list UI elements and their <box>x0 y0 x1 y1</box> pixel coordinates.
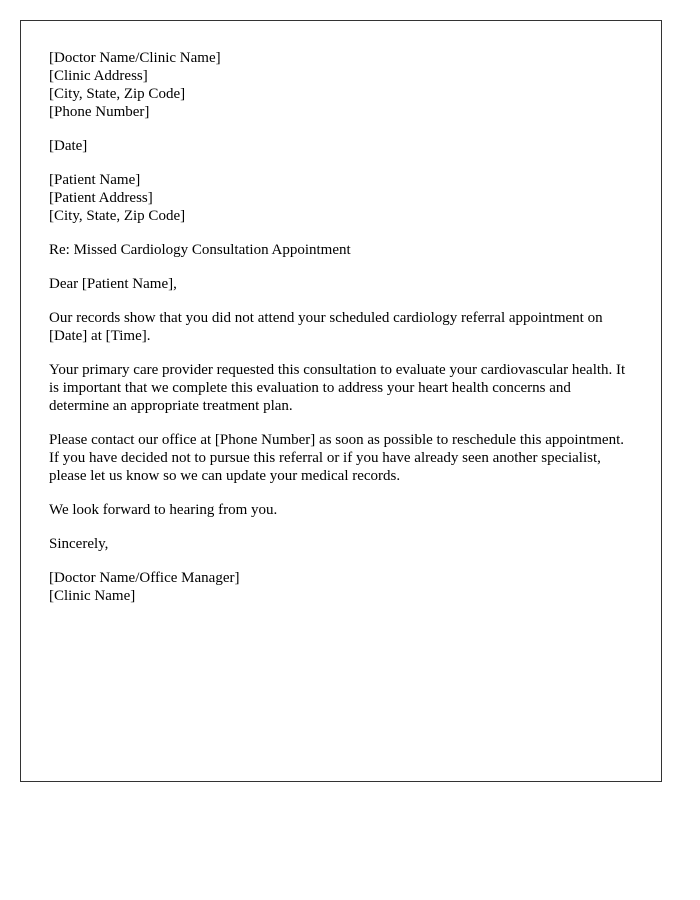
sender-city-state-zip: [City, State, Zip Code] <box>49 86 186 102</box>
sender-block <box>49 49 629 121</box>
body-paragraph-2: Your primary care provider requested this consultation to evaluate your cardiovascular health. It is important that we complete this evaluation to address your heart health concerns and determine an appropriate treatment plan. <box>49 362 626 414</box>
subject-line: Re: Missed Cardiology Consultation Appointment <box>49 242 351 258</box>
sender-name: [Doctor Name/Clinic Name] <box>49 50 221 66</box>
letter-content <box>49 49 629 621</box>
sender-address: [Clinic Address] <box>49 68 148 84</box>
body-paragraph-3: Please contact our office at [Phone Number] as soon as possible to reschedule this appointment. If you have decided not to pursue this referral or if you have already seen another specialist, please let us know so we can update your medical records. <box>49 432 624 484</box>
body-paragraph-1: Our records show that you did not attend your scheduled cardiology referral appointment on [Date] at [Time]. <box>49 310 603 344</box>
salutation: Dear [Patient Name], <box>49 276 177 292</box>
closing: Sincerely, <box>49 536 109 552</box>
body-paragraph-4: We look forward to hearing from you. <box>49 502 278 518</box>
date-block <box>49 137 629 155</box>
signature-name: [Doctor Name/Office Manager] <box>49 570 240 586</box>
recipient-city-state-zip: [City, State, Zip Code] <box>49 208 186 224</box>
signature-block <box>49 569 629 605</box>
recipient-block <box>49 171 629 225</box>
sender-phone: [Phone Number] <box>49 104 150 120</box>
letter-date: [Date] <box>49 138 88 154</box>
letter-page <box>20 20 662 782</box>
signature-clinic: [Clinic Name] <box>49 588 136 604</box>
recipient-address: [Patient Address] <box>49 190 153 206</box>
recipient-name: [Patient Name] <box>49 172 141 188</box>
